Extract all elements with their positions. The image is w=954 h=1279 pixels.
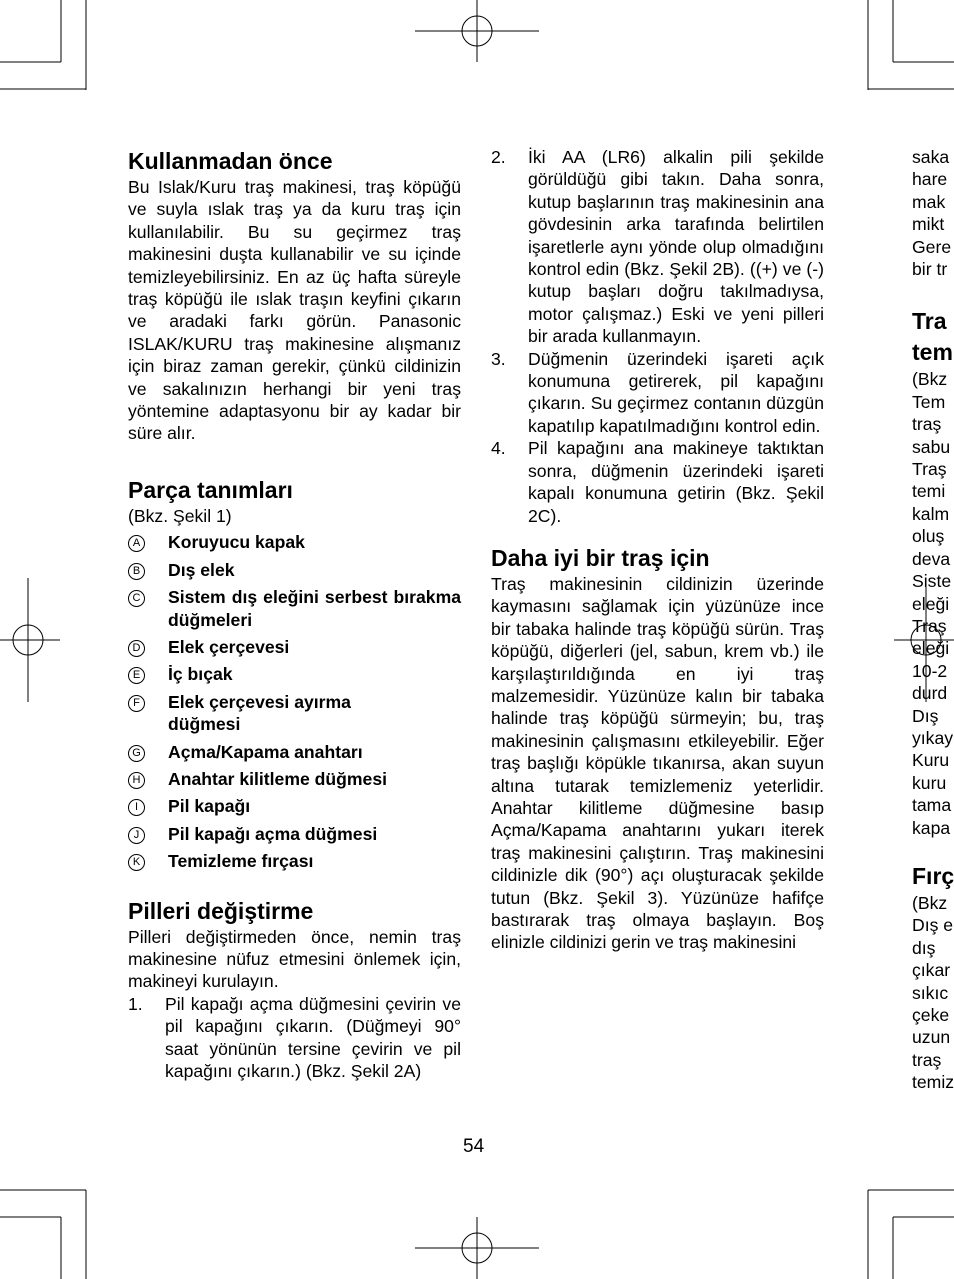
text-line: Tem xyxy=(912,391,946,412)
text-line: eleği xyxy=(912,593,950,614)
list-item xyxy=(128,993,461,1083)
column-middle xyxy=(491,146,824,954)
step-number: 2. xyxy=(491,147,506,167)
battery-steps-list-continued xyxy=(491,146,824,527)
text-line: Gere xyxy=(912,236,952,257)
part-label: Pil kapağı açma düğmesi xyxy=(168,823,378,844)
list-item xyxy=(128,795,461,817)
text-line: traş xyxy=(912,1049,942,1070)
text-line: (Bkz xyxy=(912,892,948,913)
list-item xyxy=(128,850,461,872)
part-label: Koruyucu kapak xyxy=(168,532,305,553)
heading-clipped: Tra xyxy=(912,308,947,335)
circled-letter: D xyxy=(128,640,145,657)
part-label: Elek çerçevesi xyxy=(168,636,290,657)
text-line: 10-2 xyxy=(912,660,948,681)
text-line: mak xyxy=(912,191,946,212)
text-line: saka xyxy=(912,147,950,167)
text-line: Dış xyxy=(912,705,939,726)
text-line: yıkay xyxy=(912,727,954,748)
part-label: Dış elek xyxy=(168,559,235,580)
text-line: Traş xyxy=(912,615,947,636)
battery-steps-list xyxy=(128,993,461,1083)
parts-list xyxy=(128,531,461,872)
heading-clipped: tem xyxy=(912,339,953,366)
column-left xyxy=(128,146,461,1082)
text-line: sabu xyxy=(912,436,951,457)
text-line: bir tr xyxy=(912,259,948,280)
heading-clipped: Fırç xyxy=(912,862,954,889)
step-number: 3. xyxy=(491,348,506,369)
list-item xyxy=(128,741,461,763)
text-line: kapa xyxy=(912,817,951,838)
text-line: traş xyxy=(912,414,942,435)
parts-reference: (Bkz. Şekil 1) xyxy=(128,505,232,526)
list-item xyxy=(128,691,461,736)
text-line: kuru xyxy=(912,772,947,793)
list-item xyxy=(128,531,461,553)
part-label: Elek çerçevesi ayırma düğmesi xyxy=(168,691,351,735)
part-label: Temizleme fırçası xyxy=(168,851,314,872)
heading-before-use: Kullanmadan önce xyxy=(128,148,333,174)
text-line: Dış e xyxy=(912,915,954,936)
circled-letter: I xyxy=(128,799,145,816)
step-text: Pil kapağını ana makineye taktıktan sonra, düğmenin üzerindeki işareti kapalı konumuna getirin (Bkz. Şekil 2C). xyxy=(528,438,824,526)
list-item xyxy=(491,146,824,348)
better-shave-paragraph: Traş makinesinin cildinizin üzerinde kaymasını sağlamak için yüzünüze ince bir tabaka halinde traş köpüğü sürün. Traş köpüğü, diğerleri (jel, sabun, krem vb.) ile karşılaştırıldığında en iyi traş malzemesidir. Yüzünüze kalın bir tabaka halinde traş köpüğü sürmeyin; bu, traş makinesinin çalışmasını etkileyebilir. Eğer traş başlığı köpükle tıkanırsa, akan suyun altına tutarak temizlemeniz yeterlidir. Anahtar kilitleme düğmesine basıp Açma/Kapama anahtarını yukarı iterek traş makinesini çalıştırın. Traş makinesini cildinizle dik (90°) açı oluşturacak şekilde tutun (Bkz. Şekil 3). Yüzünüze hafifçe bastırarak traş olmaya başlayın. Boş elinizle cildinizi gerin ve traş makinesini xyxy=(491,573,824,953)
circled-letter: A xyxy=(128,535,145,552)
text-line: deva xyxy=(912,548,951,569)
step-text: İki AA (LR6) alkalin pili şekilde görüldüğü gibi takın. Daha sonra, kutup başlarının traş makinesinin ana gövdesinin arka tarafında belirtilen işaretlerle aynı yönde olup olmadığını kontrol edin (Bkz. Şekil 2B). ((+) ve (-) kutup başları doğru takılmadıysa, motor çalışmaz.) Eski ve yeni pilleri bir arada kullanmayın. xyxy=(528,147,824,347)
list-item xyxy=(128,823,461,845)
text-line: Traş xyxy=(912,459,947,480)
step-text: Pil kapağı açma düğmesini çevirin ve pil kapağını çıkarın. (Düğmeyi 90° saat yönünün tersine çevirin ve pil kapağını çıkarın.) (Bkz. Şekil 2A) xyxy=(165,993,461,1081)
step-text: Düğmenin üzerindeki işareti açık konumuna getirerek, pil kapağını çıkarın. Su geçirmez contanın düzgün kapatılıp kapatılmadığını kontrol edin. xyxy=(528,348,824,436)
text-line: temi xyxy=(912,481,946,502)
text-line: hare xyxy=(912,169,948,190)
text-line: kalm xyxy=(912,503,950,524)
circled-letter: J xyxy=(128,827,145,844)
batteries-intro: Pilleri değiştirmeden önce, nemin traş makinesine nüfuz etmesini önlemek için, makineyi kurulayın. xyxy=(128,926,461,992)
circled-letter: C xyxy=(128,590,145,607)
circled-letter: G xyxy=(128,745,145,762)
text-line: temiz xyxy=(912,1072,954,1093)
list-item xyxy=(128,559,461,581)
step-number: 4. xyxy=(491,438,506,459)
text-line: Siste xyxy=(912,571,952,592)
text-line: dış xyxy=(912,937,936,958)
column-right-clipped xyxy=(912,146,954,1094)
text-line: tama xyxy=(912,795,952,816)
text-line: çeke xyxy=(912,1005,950,1025)
list-item xyxy=(128,663,461,685)
text-line: oluş xyxy=(912,526,945,547)
step-number: 1. xyxy=(128,993,143,1014)
text-line: sıkıc xyxy=(912,982,949,1003)
part-label: İç bıçak xyxy=(168,664,233,685)
part-label: Pil kapağı xyxy=(168,796,251,817)
circled-letter: E xyxy=(128,667,145,684)
list-item xyxy=(491,437,824,527)
part-label: Sistem dış eleğini serbest bırakma düğmeleri xyxy=(168,587,461,630)
heading-better-shave: Daha iyi bir traş için xyxy=(491,544,710,571)
text-line: (Bkz xyxy=(912,369,948,390)
circled-letter: B xyxy=(128,563,145,580)
list-item xyxy=(128,636,461,658)
circled-letter: H xyxy=(128,772,145,789)
heading-batteries: Pilleri değiştirme xyxy=(128,897,314,924)
circled-letter: F xyxy=(128,695,145,712)
text-line: uzun xyxy=(912,1027,951,1048)
list-item xyxy=(128,768,461,790)
list-item xyxy=(491,348,824,438)
text-line: çıkar xyxy=(912,960,951,981)
part-label: Anahtar kilitleme düğmesi xyxy=(168,768,388,789)
page-number: 54 xyxy=(463,1136,485,1157)
text-line: Kuru xyxy=(912,750,950,771)
part-label: Açma/Kapama anahtarı xyxy=(168,741,363,762)
list-item xyxy=(128,586,461,631)
text-line: durd xyxy=(912,683,948,704)
heading-parts: Parça tanımları xyxy=(128,476,293,503)
text-line: mikt xyxy=(912,214,945,235)
before-use-paragraph: Bu Islak/Kuru traş makinesi, traş köpüğü ve suyla ıslak traş ya da kuru traş için kullanılabilir. Bu su geçirmez traş makinesini duşta kullanabilir ve su içinde temizleyebilirsiniz. En az üç hafta süreyle traş köpüğü ile ıslak traşın keyfini çıkarın ve aradaki farkı görün. Panasonic ISLAK/KURU traş makinesine alışmanız için biraz zaman gerekir, çünkü cildinizin ve sakalınızın herhangi bir yeni traş yöntemine adaptasyonu bir ay kadar bir süre alır. xyxy=(128,177,461,444)
text-line: eleği xyxy=(912,638,950,659)
circled-letter: K xyxy=(128,854,145,871)
